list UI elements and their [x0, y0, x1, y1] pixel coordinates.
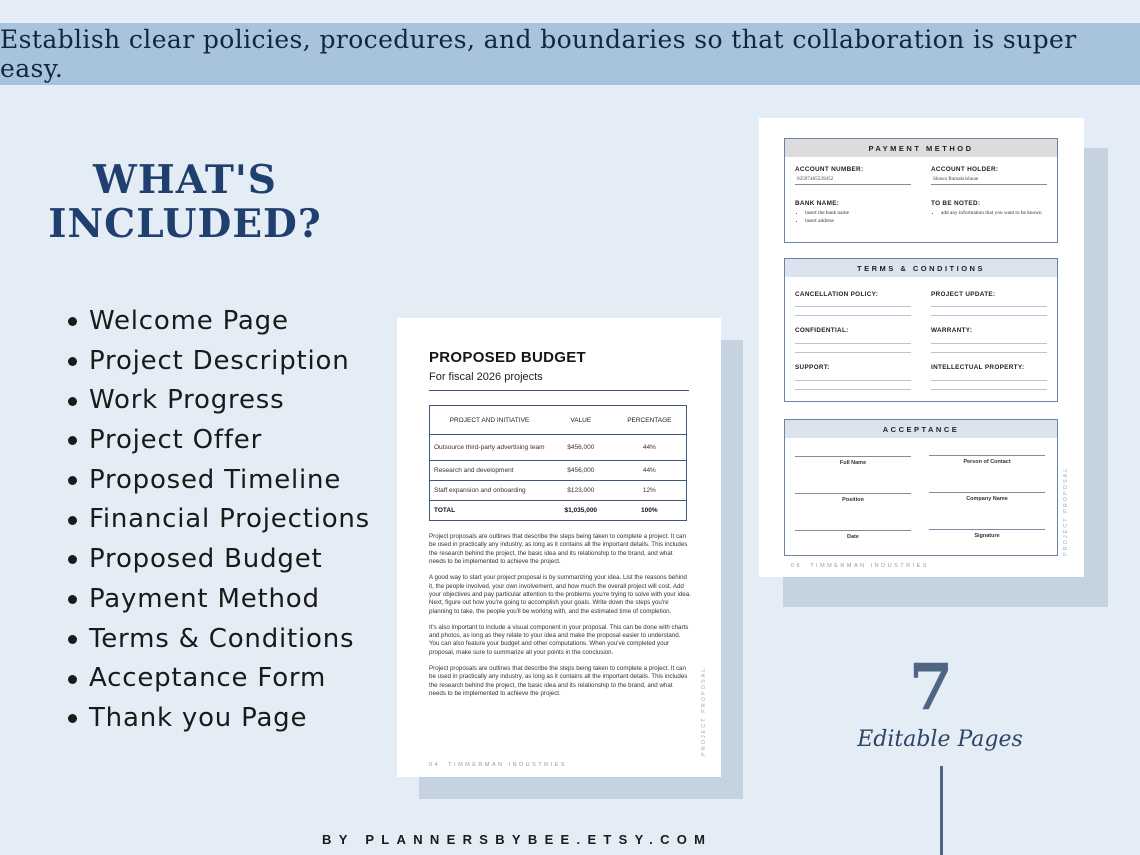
paragraph: A good way to start your project proposal is by summarizing your idea. List the reasons behind it, the people involved, your own involvement, and how much the overall project will cost. Add your objectives and pay particular attention to the problems you're trying to solve with your idea. Next, figure out how you're going to accomplish your goals. Write down the steps you're planning to take, the people you'll be working with, and the estimated time of completion.: [429, 574, 691, 615]
field-underline: [931, 380, 1047, 381]
table-cell: 100%: [613, 501, 687, 521]
account-holder-label: ACCOUNT HOLDER:: [931, 166, 999, 173]
bullet-icon: [68, 317, 77, 326]
acceptance-label: Signature: [974, 533, 1000, 539]
payment-method-box: [784, 138, 1058, 243]
table-cell: $1,035,000: [549, 501, 613, 521]
list-item: [64, 699, 370, 739]
table-cell: Staff expansion and onboarding: [430, 481, 549, 501]
budget-subtitle: For fiscal 2026 projects: [429, 371, 543, 383]
page-count: 7: [908, 650, 954, 725]
table-header: PROJECT AND INITIATIVE: [430, 406, 549, 435]
list-item: [64, 540, 370, 580]
table-cell: $456,000: [549, 435, 613, 461]
field-underline: [795, 352, 911, 353]
list-item-label: Thank you Page: [89, 702, 308, 733]
table-header-row: [430, 406, 687, 435]
paragraph: Project proposals are outlines that describe the steps being taken to complete a project. It can be used in practically any industry, as long as it contains all the important details. This includes the research behind the project, the basic idea and its relationship to the brand, and what needs to be implemented to achieve the project.: [429, 664, 688, 697]
budget-body-text: [429, 533, 691, 706]
company-name: TIMMERMAN INDUSTRIES: [810, 563, 929, 569]
list-item-label: Project Description: [89, 345, 350, 376]
table-cell: TOTAL: [430, 501, 549, 521]
list-item-label: Financial Projections: [89, 504, 371, 535]
acceptance-label: Date: [847, 534, 859, 540]
page-number: 04: [429, 762, 441, 768]
list-item-label: Proposed Timeline: [89, 464, 342, 495]
table-row: [430, 461, 687, 481]
field-underline: [931, 315, 1047, 316]
list-item-label: Welcome Page: [89, 306, 289, 336]
terms-box: [784, 258, 1058, 402]
bank-name-label: BANK NAME:: [795, 200, 840, 207]
bullet-icon: [68, 357, 77, 366]
list-item: [64, 342, 370, 382]
shop-url: BY PLANNERSBYBEE.ETSY.COM: [322, 832, 713, 847]
budget-title: PROPOSED BUDGET: [429, 349, 587, 366]
side-label: PROJECT PROPOSAL: [701, 666, 707, 756]
terms-label: WARRANTY:: [931, 327, 973, 334]
field-underline: [931, 306, 1047, 307]
list-item: • add any information that you want to be known: [941, 210, 1057, 218]
to-be-noted-list: [932, 210, 1057, 218]
list-item-label: Payment Method: [89, 583, 320, 614]
table-cell: 44%: [613, 435, 687, 461]
page-footer: [429, 762, 567, 768]
table-cell: $456,000: [549, 461, 613, 481]
list-item-label: Proposed Budget: [89, 544, 323, 575]
list-item-label: Work Progress: [89, 385, 285, 416]
bullet-icon: [68, 555, 77, 564]
table-header: PERCENTAGE: [613, 406, 687, 435]
list-item: [64, 381, 370, 421]
editable-pages-label: Editable Pages: [857, 727, 1023, 752]
list-item: [64, 302, 370, 342]
acceptance-title: ACCEPTANCE: [785, 420, 1057, 438]
page-footer: [791, 563, 929, 569]
list-item: • insert address: [805, 218, 915, 226]
signature-line: [795, 530, 911, 531]
terms-label: SUPPORT:: [795, 364, 830, 371]
terms-label: CONFIDENTIAL:: [795, 327, 849, 334]
signature-line: [929, 455, 1045, 456]
to-be-noted-label: TO BE NOTED:: [931, 200, 981, 207]
bullet-icon: [68, 436, 77, 445]
payment-page-preview: [759, 118, 1084, 577]
table-cell: Outsource third-party advertising team: [430, 435, 549, 461]
heading-line-2: INCLUDED?: [48, 201, 322, 247]
list-item: [64, 461, 370, 501]
field-underline: [931, 389, 1047, 390]
field-underline: [931, 184, 1047, 185]
account-number-label: ACCOUNT NUMBER:: [795, 166, 864, 173]
terms-title: TERMS & CONDITIONS: [785, 259, 1057, 277]
terms-label: PROJECT UPDATE:: [931, 291, 996, 298]
list-item: [64, 620, 370, 660]
list-item-label: Acceptance Form: [89, 663, 327, 694]
table-row: [430, 435, 687, 461]
bank-name-list: [796, 210, 915, 226]
signature-line: [929, 492, 1045, 493]
list-item: [64, 580, 370, 620]
list-item: [64, 659, 370, 699]
list-item-label: Project Offer: [89, 425, 263, 456]
acceptance-box: [784, 419, 1058, 556]
acceptance-label: Company Name: [966, 496, 1008, 502]
budget-table: [429, 405, 687, 521]
field-underline: [795, 389, 911, 390]
bullet-icon: [68, 714, 77, 723]
signature-line: [795, 493, 911, 494]
signature-line: [795, 456, 911, 457]
field-underline: [795, 380, 911, 381]
list-item: [64, 421, 370, 461]
table-cell: 44%: [613, 461, 687, 481]
field-underline: [795, 315, 911, 316]
divider: [429, 390, 689, 391]
list-item-label: Terms & Conditions: [89, 623, 355, 654]
acceptance-label: Position: [842, 497, 864, 503]
bullet-icon: [68, 516, 77, 525]
field-underline: [795, 184, 911, 185]
field-underline: [795, 306, 911, 307]
included-list: [64, 302, 370, 739]
signature-line: [929, 529, 1045, 530]
bullet-icon: [68, 595, 77, 604]
page-number: 06: [791, 563, 803, 569]
whats-included-heading: [40, 158, 330, 246]
field-underline: [931, 352, 1047, 353]
top-banner: [0, 23, 1140, 85]
bullet-icon: [68, 476, 77, 485]
list-item: • insert the bank name: [805, 210, 915, 218]
terms-label: INTELLECTUAL PROPERTY:: [931, 364, 1025, 371]
field-underline: [795, 343, 911, 344]
bullet-icon: [68, 635, 77, 644]
paragraph: It's also important to include a visual component in your proposal. This can be done with charts and photos, as long as they relate to your idea and make the proposal easier to understand. You can also feature your budget and other computations. When you've completed your proposal, make sure to summarize all your points in the conclusion.: [429, 623, 689, 656]
bullet-icon: [68, 397, 77, 406]
list-item: [64, 500, 370, 540]
table-header: VALUE: [549, 406, 613, 435]
side-label: PROJECT PROPOSAL: [1063, 466, 1069, 556]
acceptance-label: Full Name: [839, 460, 867, 466]
company-name: TIMMERMAN INDUSTRIES: [448, 762, 567, 768]
divider-line: [940, 766, 943, 855]
acceptance-label: Person of Contact: [963, 459, 1011, 465]
table-cell: 12%: [613, 481, 687, 501]
table-cell: Research and development: [430, 461, 549, 481]
account-holder-value: Shawn Ramakrishnan: [933, 176, 979, 182]
bullet-icon: [68, 675, 77, 684]
table-cell: $123,000: [549, 481, 613, 501]
paragraph: Project proposals are outlines that describe the steps being taken to complete a project. It can be used in practically any industry, as long as it contains all the important details. This includes the research behind the project, the basic idea and its relationship to the brand, and what needs to be implemented to achieve the project.: [429, 533, 688, 566]
terms-label: CANCELLATION POLICY:: [795, 291, 879, 298]
account-number-value: 02597465539452: [797, 176, 834, 182]
field-underline: [931, 343, 1047, 344]
banner-text: Establish clear policies, procedures, and boundaries so that collaboration is super easy.: [0, 25, 1077, 83]
table-total-row: [430, 501, 687, 521]
payment-method-title: PAYMENT METHOD: [785, 139, 1057, 157]
table-row: [430, 481, 687, 501]
heading-line-1: WHAT'S: [93, 157, 277, 203]
budget-page-preview: [397, 318, 721, 777]
